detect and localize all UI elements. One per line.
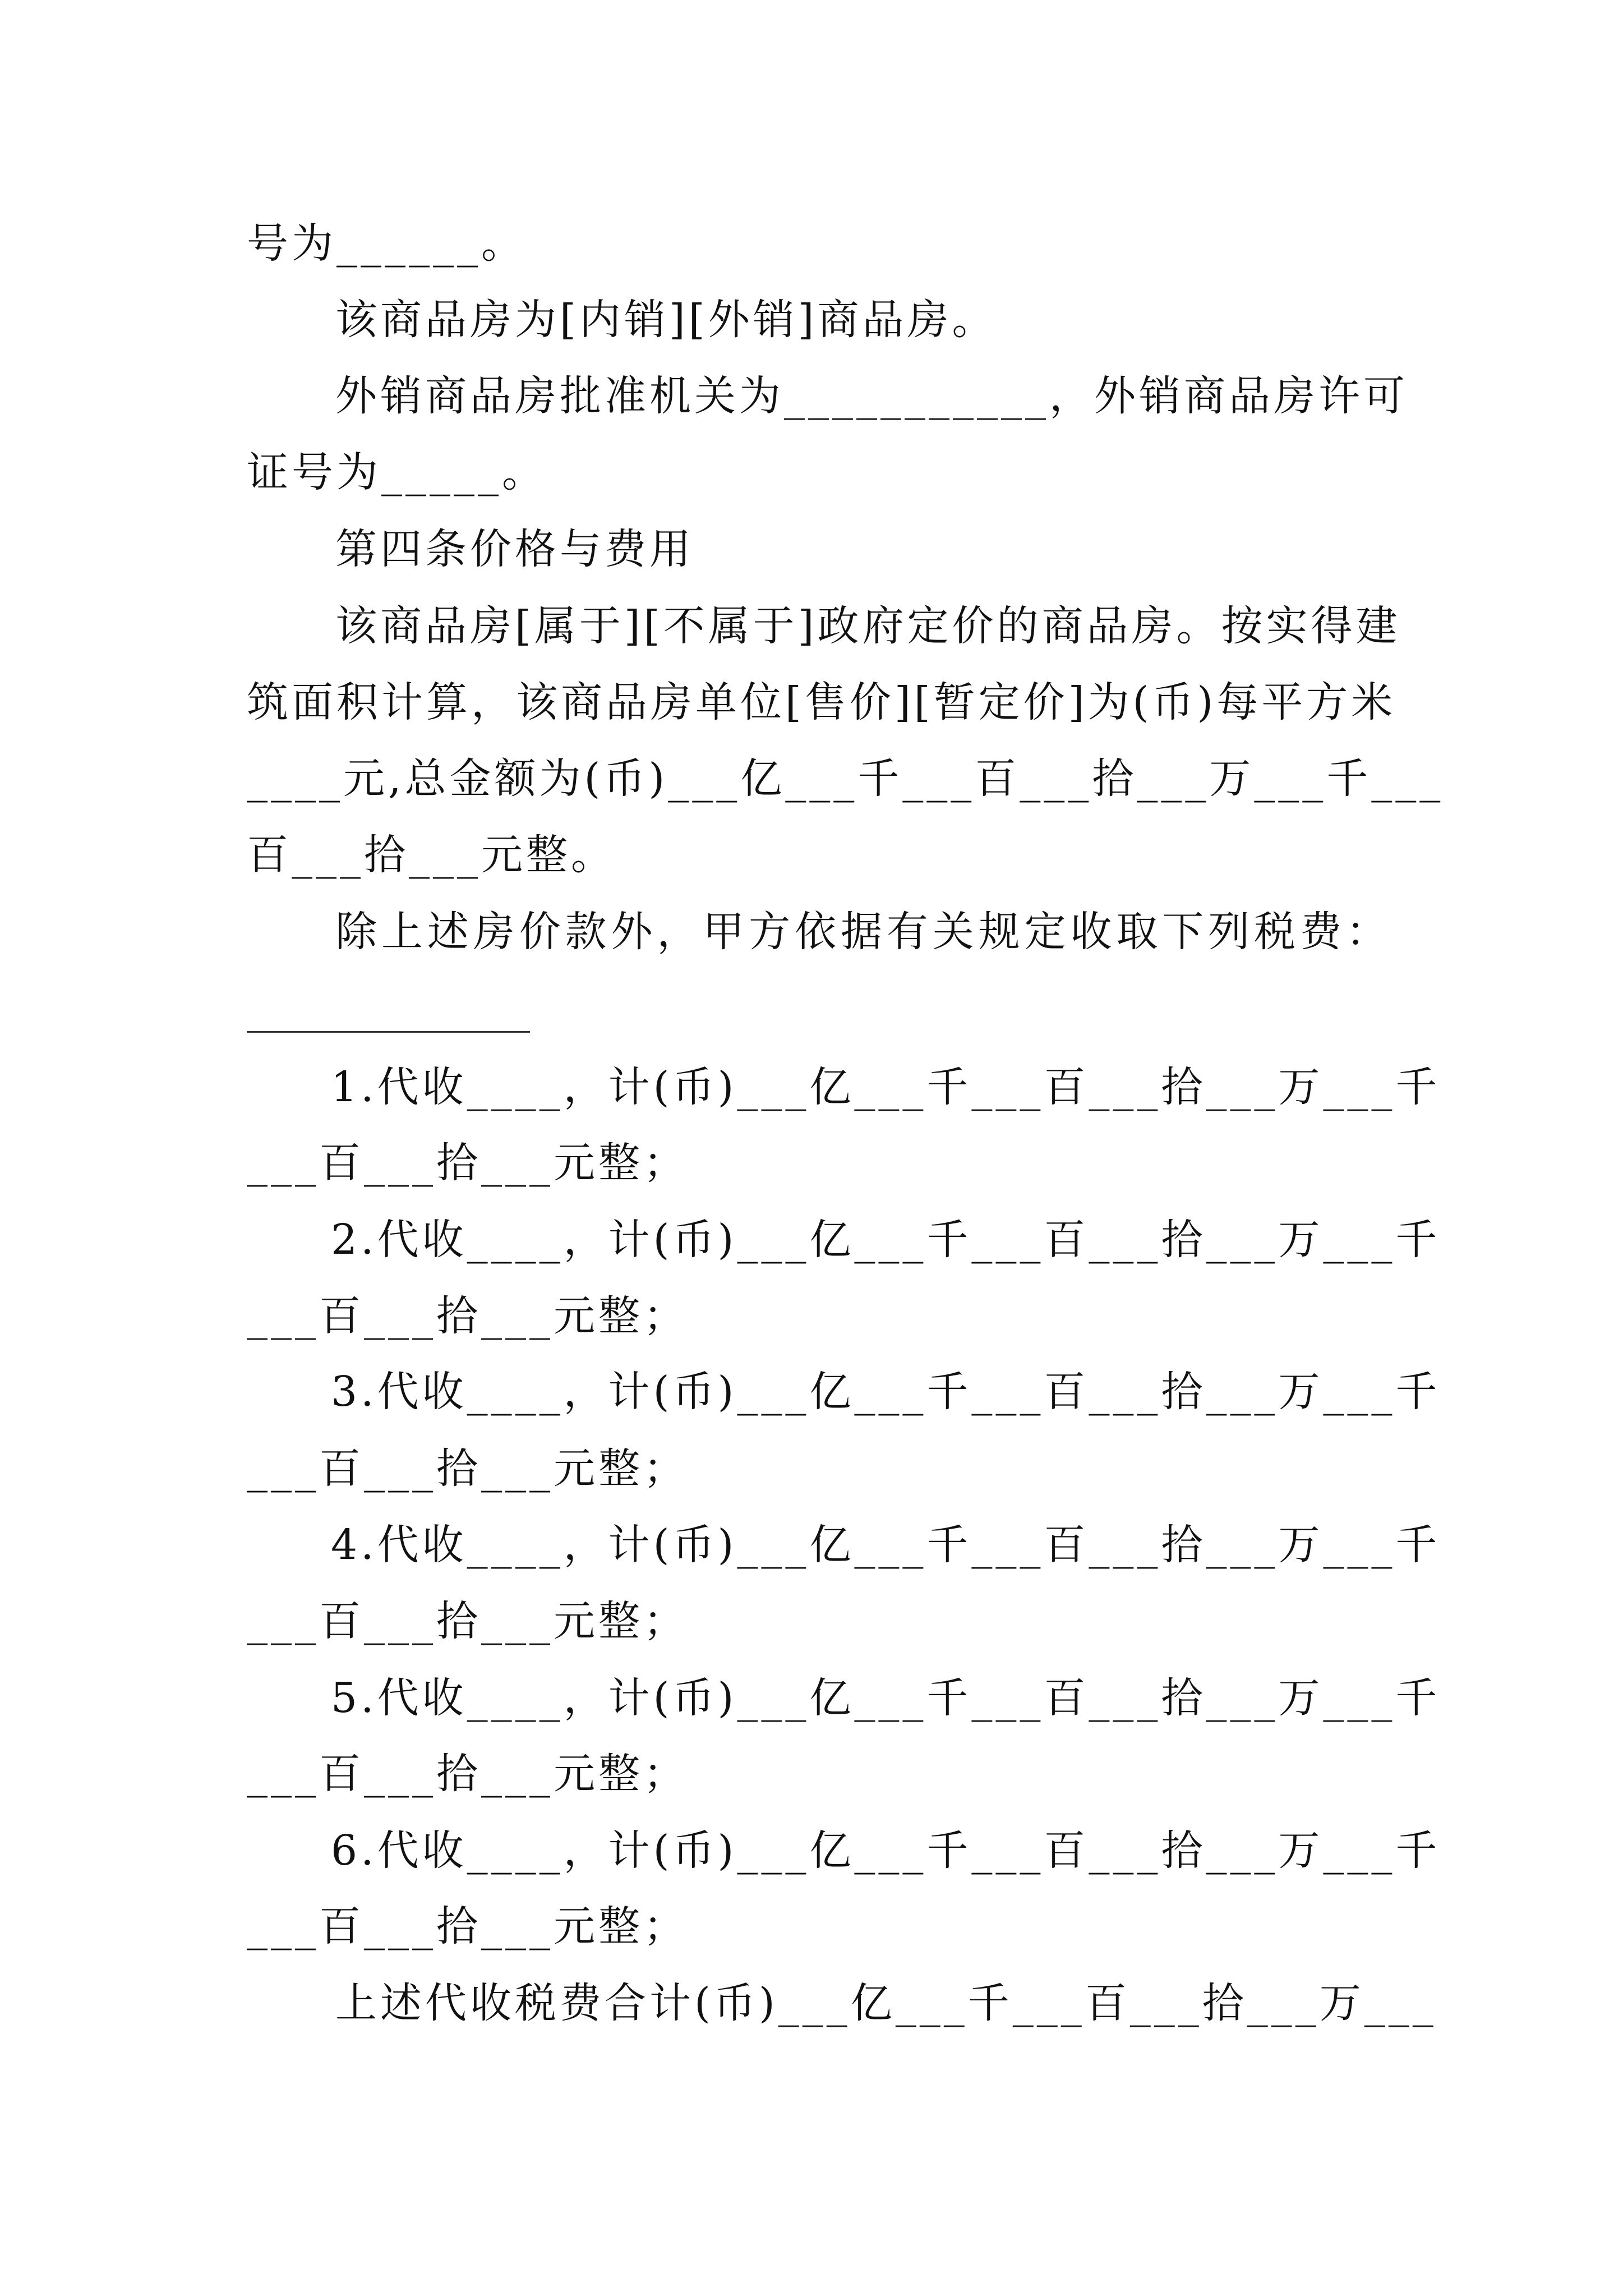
- list-item-continuation: ___百___拾___元整；: [247, 1292, 688, 1340]
- text-line: ____元,总金额为(币)___亿___千___百___拾___万___千___: [247, 754, 1444, 803]
- section-heading: 第四条价格与费用: [335, 525, 694, 573]
- text-line: 外销商品房批准机关为___________，外销商品房许可: [335, 372, 1408, 420]
- list-item: 5.代收____，计(币)___亿___千___百___拾___万___千: [331, 1674, 1441, 1722]
- separator-line: [247, 1031, 530, 1033]
- text-line: 证号为_____。: [247, 448, 547, 496]
- list-item: 2.代收____，计(币)___亿___千___百___拾___万___千: [331, 1216, 1441, 1264]
- list-item-continuation: ___百___拾___元整；: [247, 1750, 688, 1798]
- total-line: 上述代收税费合计(币)___亿___千___百___拾___万___: [335, 1979, 1437, 2027]
- text-line: 除上述房价款外，甲方依据有关规定收取下列税费：: [335, 908, 1391, 956]
- text-line: 该商品房为[内销][外销]商品房。: [335, 296, 997, 344]
- list-item: 3.代收____，计(币)___亿___千___百___拾___万___千: [331, 1368, 1441, 1416]
- text-line: 筑面积计算，该商品房单位[售价][暂定价]为(币)每平方米: [247, 678, 1396, 726]
- list-item: 6.代收____，计(币)___亿___千___百___拾___万___千: [331, 1826, 1441, 1875]
- text-line: 百___拾___元整。: [247, 831, 616, 879]
- text-line: 号为______。: [247, 219, 526, 268]
- text-line: 该商品房[属于][不属于]政府定价的商品房。按实得建: [335, 602, 1401, 650]
- list-item: 4.代收____，计(币)___亿___千___百___拾___万___千: [331, 1521, 1441, 1569]
- list-item-continuation: ___百___拾___元整；: [247, 1139, 688, 1187]
- list-item-continuation: ___百___拾___元整；: [247, 1902, 688, 1950]
- list-item-continuation: ___百___拾___元整；: [247, 1597, 688, 1645]
- list-item-continuation: ___百___拾___元整；: [247, 1444, 688, 1493]
- list-item: 1.代收____，计(币)___亿___千___百___拾___万___千: [331, 1063, 1441, 1111]
